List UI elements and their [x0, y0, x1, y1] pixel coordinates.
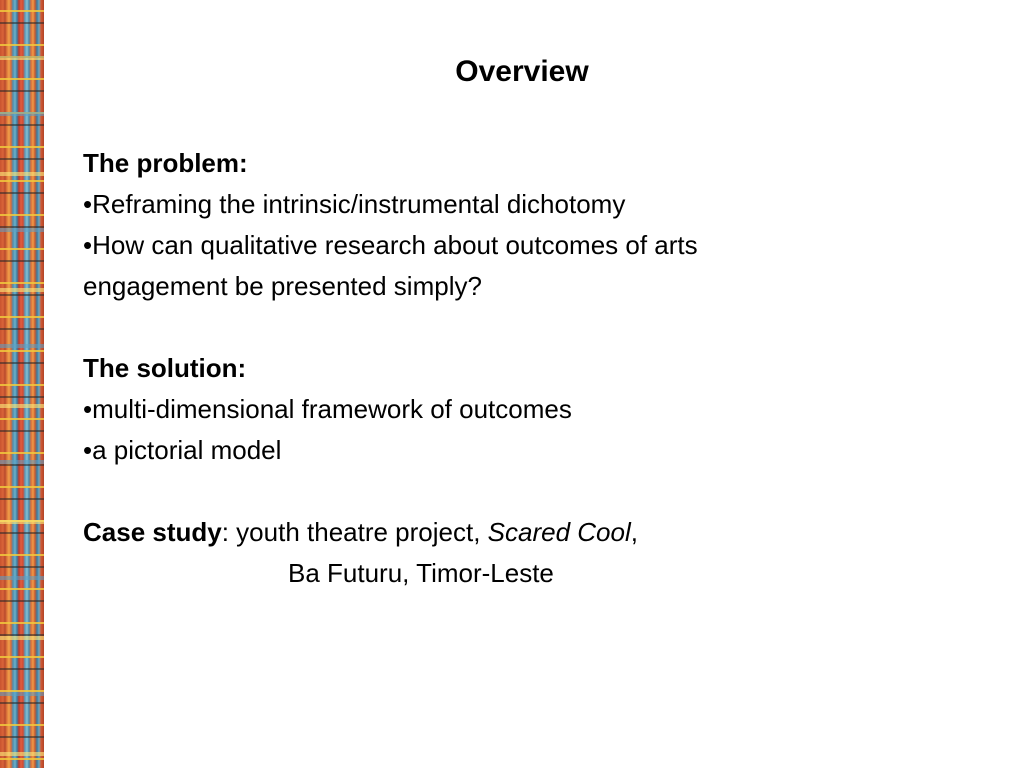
- case-study-location: Ba Futuru, Timor-Leste: [288, 558, 554, 588]
- case-study-label: Case study: [83, 517, 222, 547]
- solution-heading: The solution:: [83, 353, 247, 383]
- case-study-line: [83, 512, 983, 553]
- problem-bullet-2: •How can qualitative research about outcomes of arts: [83, 230, 698, 260]
- spacer: [83, 307, 983, 348]
- case-study-comma: ,: [630, 517, 638, 547]
- solution-bullet-1: •multi-dimensional framework of outcomes: [83, 394, 572, 424]
- case-study-title: Scared Cool: [487, 517, 631, 547]
- problem-bullet-1: •Reframing the intrinsic/instrumental dichotomy: [83, 189, 626, 219]
- problem-heading: The problem:: [83, 148, 248, 178]
- solution-bullet-2: •a pictorial model: [83, 435, 282, 465]
- spacer: [83, 471, 983, 512]
- slide-title: Overview: [455, 55, 589, 88]
- problem-bullet-2-continued: engagement be presented simply?: [83, 271, 482, 301]
- case-study-separator: : youth theatre project,: [221, 517, 488, 547]
- slide-body: [83, 143, 983, 594]
